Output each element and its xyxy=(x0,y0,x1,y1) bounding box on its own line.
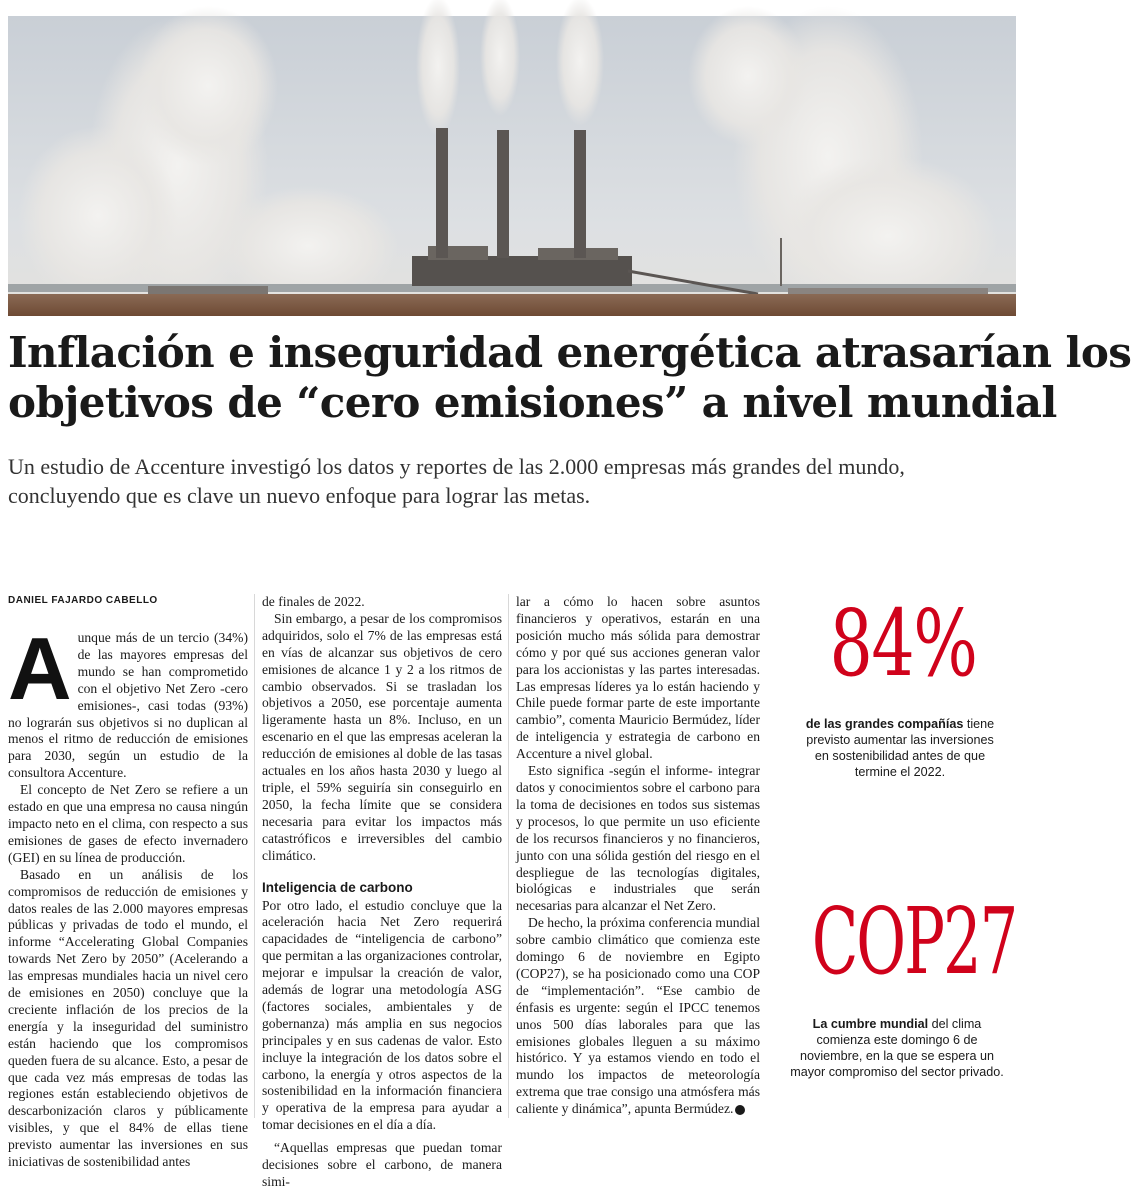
paragraph-text: De hecho, la próxima conferencia mundial sobre cambio climático que comienza este domingo 6 de noviembre en Egipto (COP27), se ha posicionado como una COP de “implementación”. “Ese cambio de énfasis es urgente: según el IPCC tenemos unos 500 días laborales para que las emisiones globales lleguen a su máximo histórico. Y ya estamos viendo en todo el mundo los impactos de meteorología extrema que trae consigo una atmósfera más caliente y dinámica”, apunta Bermúdez. xyxy=(516,915,760,1117)
stat-84-caption xyxy=(800,716,1000,780)
stat-84-caption-rest: tiene previsto aumentar las inversiones en sostenibilidad antes de que termine el 2022. xyxy=(806,717,995,779)
article-column-3 xyxy=(516,594,760,1118)
stat-cop27-caption-bold: La cumbre mundial xyxy=(812,1017,929,1031)
article-column-1 xyxy=(8,594,248,1171)
power-plant-photo xyxy=(8,16,1016,316)
stat-cop27: COP27 xyxy=(811,888,1017,995)
end-mark-icon xyxy=(735,1105,745,1115)
paragraph: Sin embargo, a pesar de los compromisos adquiridos, solo el 7% de las empresas está en vías de alcanzar sus objetivos de cero emisiones de alcance 1 y 2 a los ritmos de cambio observados. Si se trasladan los objetivos a 2050, ese porcentaje aumenta ligeramente hasta un 8%. Incluso, en un escenario en el que las empresas aceleran la reducción de emisiones al doble de las tasas actuales en los años hasta 2030 y luego al triple, el 59% seguiría sin conseguirlo en 2050, la fecha límite que se considera necesaria para evitar los impactos más catastróficos e irreversibles del cambio climático. xyxy=(262,610,502,863)
headline xyxy=(8,328,1131,428)
drop-cap: A xyxy=(8,619,72,718)
article-column-2 xyxy=(262,594,502,1191)
paragraph: “Aquellas empresas que puedan tomar decisiones sobre el carbono, de manera simi- xyxy=(262,1140,502,1189)
headline-line-2: objetivos de “cero emisiones” a nivel mundial xyxy=(8,378,1057,427)
subheading: Inteligencia de carbono xyxy=(262,879,413,895)
paragraph: Basado en un análisis de los compromisos de reducción de emisiones y datos reales de las 2.000 mayores empresas públicas y privadas de todo el mundo, el informe “Accelerating Global Companies towards Net Zero by 2050” (Acelerando a las empresas mundiales hacia un nivel cero de emisiones en 2050) concluye que la creciente inflación de los precios de la energía y la inseguridad del suministro están haciendo que los compromisos queden fuera de su alcance. Esto, a pesar de que cada vez más empresas de todas las regiones están estableciendo objetivos de descarbonización claros y públicamente visibles, y que el 84% de ellas tiene previsto aumentar las inversiones en sus iniciativas de sostenibilidad antes xyxy=(8,866,248,1170)
column-divider xyxy=(254,594,255,1118)
paragraph: Esto significa -según el informe- integrar datos y conocimientos sobre el carbono para la toma de decisiones en todos sus sistemas y procesos, lo que permite un uso eficiente de los recursos financieros y no financieros, junto con una sólida gestión del riesgo en el despliegue de las tecnologías digitales, biológicas e industriales que serán necesarias para alcanzar el Net Zero. xyxy=(516,763,760,914)
paragraph: lar a cómo lo hacen sobre asuntos financieros y operativos, estarán en una posición mucho más sólida para demostrar cómo y por qué sus acciones generan valor para los accionistas y las partes interesadas. Las empresas líderes ya lo están haciendo y Chile puede formar parte de este importante cambio”, comenta Mauricio Bermúdez, líder de inteligencia y estrategia de carbono en Accenture a nivel global. xyxy=(516,594,760,762)
paragraph xyxy=(516,915,760,1118)
byline: DANIEL FAJARDO CABELLO xyxy=(8,595,158,606)
paragraph: de finales de 2022. xyxy=(262,594,365,609)
deck-line-1: Un estudio de Accenture investigó los datos y reportes de las 2.000 empresas más grandes del mundo, xyxy=(8,454,905,479)
paragraph: unque más de un tercio (34%) de las mayores empresas del mundo se han comprometido con el objetivo Net Zero -cero emisiones-, casi todas (93%) no lograrán sus objetivos si no duplican al menos el ritmo de reducción de emisiones para 2030, según un estudio de la consultora Accenture. xyxy=(8,630,248,781)
stat-84-percent: 84% xyxy=(829,590,977,697)
stat-cop27-caption-rest: del clima comienza este domingo 6 de noviembre, en la que se espera un mayor compromiso del sector privado. xyxy=(790,1017,1004,1079)
headline-line-1: Inflación e inseguridad energética atrasarían los xyxy=(8,328,1131,377)
deck-line-2: concluyendo que es clave un nuevo enfoque para lograr las metas. xyxy=(8,483,591,508)
paragraph: El concepto de Net Zero se refiere a un estado en que una empresa no causa ningún impacto neto en el clima, con respecto a sus emisiones de gases de efecto invernadero (GEI) en su línea de producción. xyxy=(8,782,248,865)
column-divider xyxy=(508,594,509,1118)
paragraph: Por otro lado, el estudio concluye que la aceleración hacia Net Zero requerirá capacidades de “inteligencia de carbono” que permitan a las organizaciones controlar, mejorar e impulsar la creación de valor, además de lograr una metodología ASG (factores sociales, ambientales y de gobernanza) más amplia en sus negocios principales y en sus cadenas de valor. Esto incluye la integración de los datos sobre el carbono, la energía y otros aspectos de la sostenibilidad en la información financiera y operativa de la empresa para ayudar a tomar decisiones en el día a día. xyxy=(262,897,502,1133)
stat-84-caption-bold: de las grandes compañías xyxy=(805,717,964,731)
stat-cop27-caption xyxy=(790,1016,1004,1080)
deck xyxy=(8,452,1012,510)
